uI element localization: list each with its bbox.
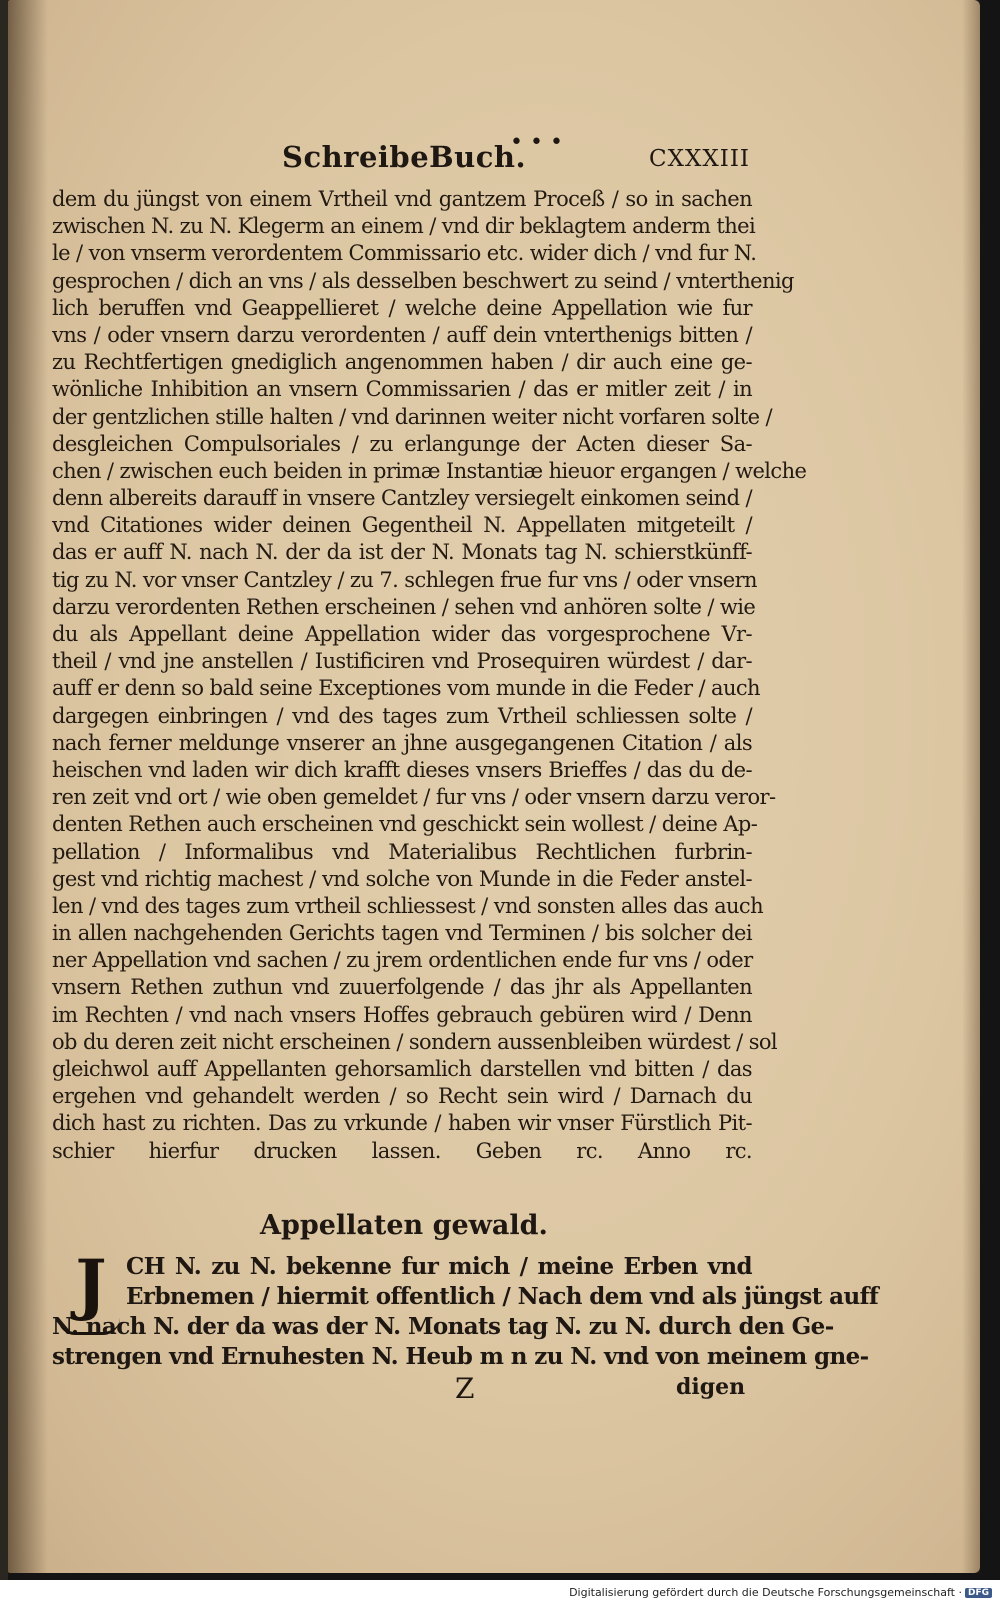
credit-text: Digitalisierung gefördert durch die Deutsche Forschungsgemeinschaft ·	[569, 1586, 962, 1599]
digitization-credit	[569, 1586, 992, 1599]
decorated-initial: J	[75, 1245, 107, 1323]
text-line: in allen nachgehenden Gerichts tagen vnd Terminen / bis solcher dei	[52, 921, 752, 946]
text-line: len / vnd des tages zum vrtheil schliessest / vnd sonsten alles das auch	[52, 893, 764, 918]
text-line: ren zeit vnd ort / wie oben gemeldet / fur vns / oder vnsern darzu veror-	[52, 785, 776, 810]
deed-line: Erbnemen / hiermit offentlich / Nach dem vnd als jüngst auff	[126, 1283, 879, 1310]
page-header	[260, 130, 750, 180]
text-line: le / von vnserm verordentem Commissario etc. wider dich / vnd fur N.	[52, 241, 757, 266]
text-line: denn albereits darauff in vnsere Cantzley versiegelt einkomen seind /	[52, 486, 752, 511]
book-binding-edge	[0, 0, 8, 1580]
text-line: das er auff N. nach N. der da ist der N. Monats tag N. schierstkünff-	[52, 540, 752, 565]
text-line: wönliche Inhibition an vnsern Commissarien / das er mitler zeit / in	[52, 377, 752, 402]
deed-text-block	[52, 1245, 879, 1372]
text-line: heischen vnd laden wir dich krafft dieses vnsers Brieffes / das du de-	[52, 757, 752, 782]
text-line: der gentzlichen stille halten / vnd darinnen weiter nicht vorfaren solte /	[52, 404, 772, 429]
text-line: dem du jüngst von einem Vrtheil vnd gantzem Proceß / so in sachen	[52, 187, 752, 211]
text-line: im Rechten / vnd nach vnsers Hoffes gebrauch gebüren wird / Denn	[52, 1002, 752, 1027]
text-line: dich hast zu richten. Das zu vrkunde / haben wir vnser Fürstlich Pit-	[52, 1111, 752, 1136]
gutter-shadow	[8, 0, 48, 1573]
dfg-logo: DFG	[965, 1588, 992, 1598]
text-line: dargegen einbringen / vnd des tages zum Vrtheil schliessen solte /	[52, 703, 752, 728]
text-line: gesprochen / dich an vns / als desselben beschwert zu seind / vnterthenig	[52, 268, 794, 293]
signature-mark: Z	[455, 1372, 475, 1405]
text-line: du als Appellant deine Appellation wider das vorgesprochene Vr-	[52, 622, 752, 646]
text-line: gest vnd richtig machest / vnd solche von Munde in die Feder anstel-	[52, 866, 752, 891]
text-line: lich beruffen vnd Geappellieret / welche deine Appellation wie fur	[52, 295, 752, 320]
deed-line: CH N. zu N. bekenne fur mich / meine Erben vnd	[126, 1253, 752, 1280]
text-line: desgleichen Compulsoriales / zu erlangunge der Acten dieser Sa-	[52, 431, 752, 456]
text-line: ob du deren zeit nicht erscheinen / sondern aussenbleiben würdest / sol	[52, 1029, 778, 1054]
text-line: gleichwol auff Appellanten gehorsamlich darstellen vnd bitten / das	[52, 1057, 752, 1081]
text-line: ner Appellation vnd sachen / zu jrem ordentlichen ende fur vns / oder	[52, 948, 753, 973]
catchword: digen	[676, 1374, 746, 1400]
running-head: SchreibeBuch.	[282, 140, 527, 174]
text-line: denten Rethen auch erscheinen vnd geschickt sein wollest / deine Ap-	[52, 812, 758, 837]
text-line: nach ferner meldunge vnserer an jhne ausgegangenen Citation / als	[52, 730, 752, 755]
initial-flourish	[58, 1318, 120, 1335]
text-line: chen / zwischen euch beiden in primæ Instantiæ hieuor ergangen / welche	[52, 458, 807, 483]
text-line: pellation / Informalibus vnd Materialibus Rechtlichen furbrin-	[52, 839, 752, 864]
text-line: zwischen N. zu N. Klegerm an einem / vnd dir beklagtem anderm thei	[52, 214, 756, 239]
ornament-dots: • • •	[510, 130, 563, 155]
text-line: theil / vnd jne anstellen / Iustificiren vnd Prosequiren würdest / dar-	[52, 649, 752, 674]
text-line: vns / oder vnsern darzu verordenten / auff dein vnterthenigs bitten /	[52, 322, 752, 347]
text-line: auff er denn so bald seine Exceptiones vom munde in die Feder / auch	[52, 676, 760, 701]
deed-line: N. nach N. der da was der N. Monats tag N. zu N. durch den Ge-	[52, 1313, 834, 1340]
text-line: ergehen vnd gehandelt werden / so Recht sein wird / Darnach du	[52, 1084, 752, 1109]
folio-number: CXXXIII	[649, 146, 750, 172]
text-line: tig zu N. vor vnser Cantzley / zu 7. schlegen frue fur vns / oder vnsern	[52, 567, 757, 592]
section-heading: Appellaten gewald.	[260, 1210, 548, 1241]
text-line: schier hierfur drucken lassen. Geben rc. Anno rc.	[52, 1138, 752, 1163]
text-line: darzu verordenten Rethen erscheinen / sehen vnd anhören solte / wie	[52, 594, 756, 619]
body-text-block	[52, 186, 807, 1165]
deed-line: strengen vnd Ernuhesten N. Heub m n zu N. vnd von meinem gne-	[52, 1343, 869, 1370]
text-line: vnsern Rethen zuthun vnd zuuerfolgende / das jhr als Appellanten	[52, 975, 752, 1000]
text-line: vnd Citationes wider deinen Gegentheil N. Appellaten mitgeteilt /	[52, 513, 752, 538]
text-line: zu Rechtfertigen gnediglich angenommen haben / dir auch eine ge-	[52, 350, 752, 375]
page-edge-shadow	[962, 0, 980, 1573]
